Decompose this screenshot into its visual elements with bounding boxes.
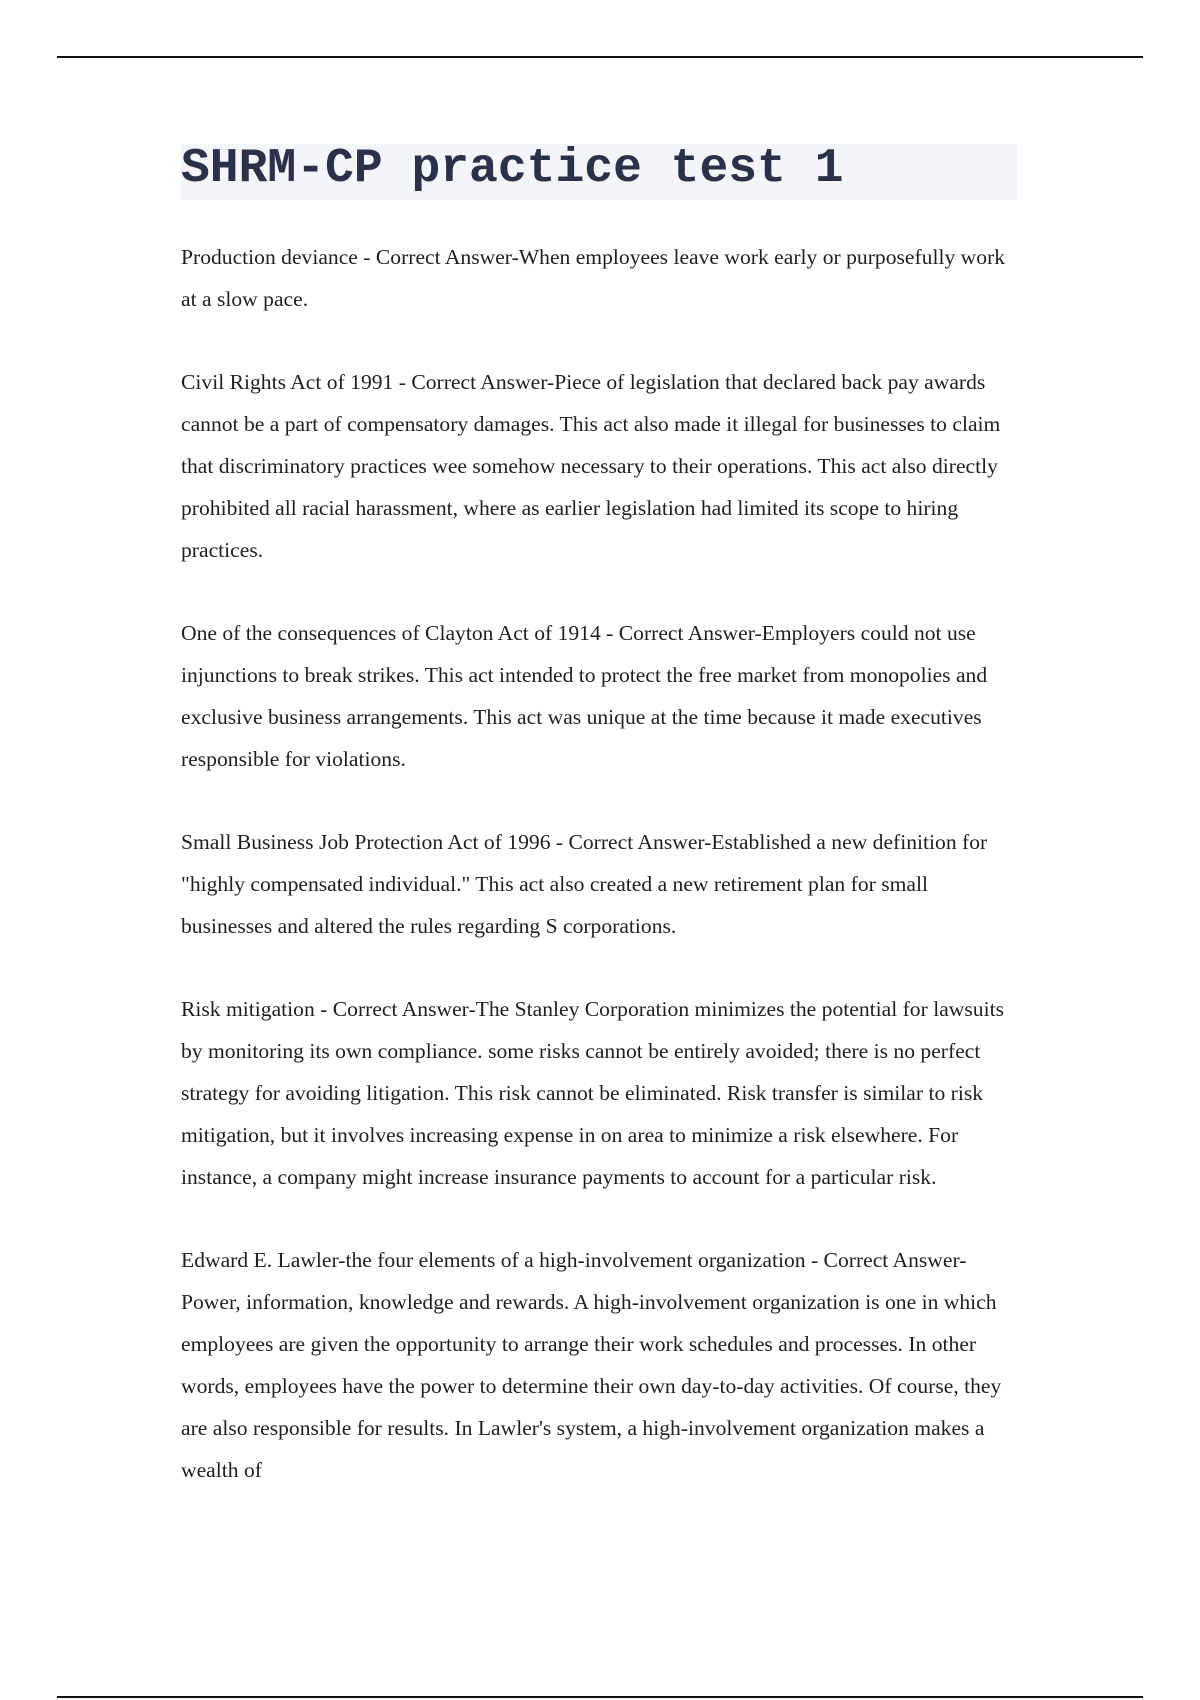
qa-entry-production-deviance: Production deviance - Correct Answer-When employees leave work early or purposefully work at a slow pace. bbox=[181, 245, 1006, 311]
qa-entry-small-business-act: Small Business Job Protection Act of 1996 - Correct Answer-Established a new definition for "highly compensated individual." This act also created a new retirement plan for small businesses and altered the rules regarding S corporations. bbox=[181, 830, 988, 938]
qa-entry-civil-rights-act: Civil Rights Act of 1991 - Correct Answer-Piece of legislation that declared back pay awards cannot be a part of compensatory damages. This act also made it illegal for businesses to claim that discriminatory practices wee somehow necessary to their operations. This act also directly prohibited all racial harassment, where as earlier legislation had limited its scope to hiring practices. bbox=[181, 370, 1001, 562]
qa-entry-lawler-high-involvement: Edward E. Lawler-the four elements of a high-involvement organization - Correct Answer-Power, information, knowledge and rewards. A high-involvement organization is one in which employees are given the opportunity to arrange their work schedules and processes. In other words, employees have the power to determine their own day-to-day activities. Of course, they are also responsible for results. In Lawler's system, a high-involvement organization makes a wealth of bbox=[181, 1248, 1002, 1482]
top-divider bbox=[57, 56, 1143, 58]
document-body bbox=[181, 236, 1021, 1532]
qa-entry-clayton-act: One of the consequences of Clayton Act of 1914 - Correct Answer-Employers could not use injunctions to break strikes. This act intended to protect the free market from monopolies and exclusive business arrangements. This act was unique at the time because it made executives responsible for violations. bbox=[181, 621, 988, 771]
page-title: SHRM-CP practice test 1 bbox=[181, 142, 844, 196]
bottom-divider bbox=[57, 1696, 1143, 1698]
qa-entry-risk-mitigation: Risk mitigation - Correct Answer-The Stanley Corporation minimizes the potential for lawsuits by monitoring its own compliance. some risks cannot be entirely avoided; there is no perfect strategy for avoiding litigation. This risk cannot be eliminated. Risk transfer is similar to risk mitigation, but it involves increasing expense in on area to minimize a risk elsewhere. For instance, a company might increase insurance payments to account for a particular risk. bbox=[181, 997, 1004, 1189]
